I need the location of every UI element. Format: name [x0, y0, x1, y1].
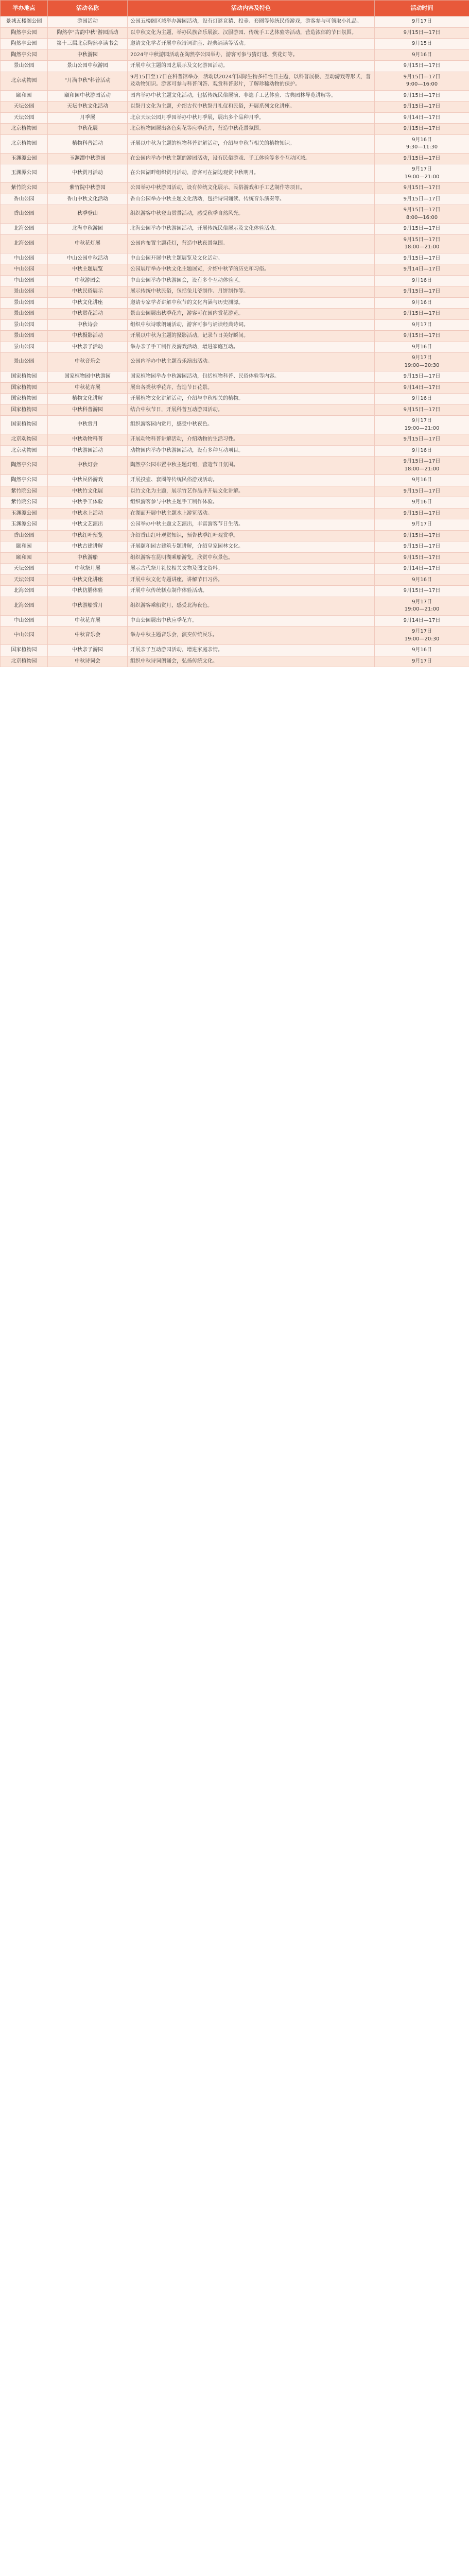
time-cell: 9月16日: [375, 574, 469, 586]
description-cell: 邀请文化学者开展中秋诗词讲座、经典诵读等活动。: [128, 39, 375, 50]
table-row: [1, 382, 469, 394]
time-cell: 9月15日—17日 8:00—16:00: [375, 205, 469, 224]
table-row: [1, 371, 469, 383]
description-cell: 2024年中秋游园活动在陶然亭公园举办，游客可参与猜灯谜、赏花灯等。: [128, 49, 375, 61]
description-cell: 9月15日至17日在科普馆举办，活动以2024年国际生物多样性日主题，以科普展板、互动游戏等形式，普及动物知识。游客可参与科普问答、观赏科普影片，了解珍稀动物的保护。: [128, 72, 375, 90]
time-cell: 9月15日—17日: [375, 253, 469, 264]
venue-cell: 天坛公园: [1, 564, 48, 575]
description-cell: 举办中秋主题音乐会，演奏传统民乐。: [128, 626, 375, 645]
time-cell: 9月15日—17日: [375, 371, 469, 383]
description-cell: 开展以中秋为主题的摄影活动，记录节日美好瞬间。: [128, 331, 375, 342]
description-cell: 公园展厅举办中秋文化主题展览，介绍中秋节的历史和习俗。: [128, 264, 375, 276]
event-name-cell: 中秋民俗展示: [48, 286, 128, 298]
venue-cell: 中山公园: [1, 253, 48, 264]
header-venue: 举办地点: [1, 1, 48, 16]
venue-cell: 紫竹院公园: [1, 183, 48, 194]
description-cell: 园内举办中秋主题文化活动，包括传统民俗展演、非遗手工艺体验、古典园林导览讲解等。: [128, 90, 375, 101]
description-cell: 开展中秋文化专题讲座，讲解节日习俗。: [128, 574, 375, 586]
event-name-cell: 植物文化讲解: [48, 394, 128, 405]
table-row: [1, 101, 469, 113]
time-cell: 9月15日—17日 9:00—16:00: [375, 72, 469, 90]
time-cell: 9月15日—17日 18:00—21:00: [375, 234, 469, 253]
description-cell: 开展颐和园古建筑专题讲解，介绍皇家园林文化。: [128, 541, 375, 553]
venue-cell: 景山公园: [1, 297, 48, 309]
table-row: [1, 475, 469, 486]
description-cell: 北京天坛公园月季园举办中秋月季展，展出多个品种月季。: [128, 112, 375, 124]
venue-cell: 北海公园: [1, 224, 48, 235]
table-row: [1, 497, 469, 509]
venue-cell: 国家植物园: [1, 404, 48, 416]
table-row: [1, 124, 469, 135]
description-cell: 开展投壶、套圈等传统民俗游戏活动。: [128, 475, 375, 486]
table-row: [1, 394, 469, 405]
event-name-cell: 紫竹院中秋游园: [48, 183, 128, 194]
description-cell: 中山公园展出中秋应季花卉。: [128, 615, 375, 626]
venue-cell: 北京植物园: [1, 124, 48, 135]
time-cell: 9月16日: [375, 497, 469, 509]
table-row: [1, 486, 469, 497]
event-name-cell: 中山公园中秋活动: [48, 253, 128, 264]
event-name-cell: 中秋红叶预览: [48, 530, 128, 541]
description-cell: 国家植物园举办中秋游园活动，包括植物科普、民俗体验等内容。: [128, 371, 375, 383]
event-name-cell: 中秋游船赏月: [48, 597, 128, 615]
time-cell: 9月15日—17日: [375, 224, 469, 235]
table-row: [1, 552, 469, 564]
table-row: [1, 342, 469, 353]
event-name-cell: 中秋花卉展: [48, 382, 128, 394]
venue-cell: 香山公园: [1, 205, 48, 224]
table-row: [1, 319, 469, 331]
table-row: [1, 615, 469, 626]
table-row: [1, 72, 469, 90]
description-cell: 公园举办中秋游园活动，设有传统文化展示、民俗游戏和手工艺制作等项目。: [128, 183, 375, 194]
venue-cell: 国家植物园: [1, 416, 48, 434]
table-row: [1, 586, 469, 597]
time-cell: 9月17日 19:00—21:00: [375, 416, 469, 434]
event-name-cell: 中秋花灯展: [48, 234, 128, 253]
event-name-cell: 中秋游园: [48, 49, 128, 61]
table-row: [1, 112, 469, 124]
time-cell: 9月15日—17日: [375, 183, 469, 194]
description-cell: 展出各类秋季花卉，营造节日花景。: [128, 382, 375, 394]
time-cell: 9月16日: [375, 645, 469, 656]
table-row: [1, 297, 469, 309]
table-row: [1, 264, 469, 276]
description-cell: 邀请专家学者讲解中秋节的文化内涵与历史渊源。: [128, 297, 375, 309]
description-cell: 展示古代祭月礼仪相关文物及图文资料。: [128, 564, 375, 575]
event-name-cell: 中秋诗会: [48, 319, 128, 331]
table-row: [1, 16, 469, 28]
description-cell: 公园内举办中秋主题音乐演出活动。: [128, 353, 375, 371]
header-desc: 活动内容及特色: [128, 1, 375, 16]
time-cell: 9月17日 19:00—21:00: [375, 597, 469, 615]
venue-cell: 景山公园: [1, 331, 48, 342]
event-name-cell: 中秋游园活动: [48, 445, 128, 456]
description-cell: 开展中秋传统糕点制作体验活动。: [128, 586, 375, 597]
event-name-cell: 中秋亲子活动: [48, 342, 128, 353]
time-cell: 9月15日—17日: [375, 309, 469, 320]
venue-cell: 天坛公园: [1, 101, 48, 113]
description-cell: 开展动物科普讲解活动，介绍动物的生活习性。: [128, 434, 375, 446]
event-name-cell: 北海中秋游园: [48, 224, 128, 235]
venue-cell: 景山公园: [1, 342, 48, 353]
venue-cell: 北海公园: [1, 234, 48, 253]
time-cell: 9月15日—17日: [375, 486, 469, 497]
table-row: [1, 61, 469, 72]
table-row: [1, 416, 469, 434]
event-name-cell: 中秋亲子游园: [48, 645, 128, 656]
description-cell: 结合中秋节日，开展科普互动游园活动。: [128, 404, 375, 416]
event-name-cell: 天坛中秋文化活动: [48, 101, 128, 113]
time-cell: 9月16日: [375, 49, 469, 61]
time-cell: 9月16日 9:30—11:30: [375, 134, 469, 153]
description-cell: 开展中秋主题的园艺展示及文化游园活动。: [128, 61, 375, 72]
description-cell: 在公园湖畔组织赏月活动，游客可在湖边观赏中秋明月。: [128, 164, 375, 183]
table-row: [1, 275, 469, 286]
venue-cell: 北京动物园: [1, 434, 48, 446]
venue-cell: 陶然亭公园: [1, 27, 48, 39]
venue-cell: 北海公园: [1, 586, 48, 597]
venue-cell: 北京动物园: [1, 445, 48, 456]
time-cell: 9月15日—17日: [375, 153, 469, 164]
venue-cell: 玉渊潭公园: [1, 164, 48, 183]
time-cell: 9月15日—17日 18:00—21:00: [375, 456, 469, 475]
table-row: [1, 153, 469, 164]
venue-cell: 颐和园: [1, 541, 48, 553]
time-cell: 9月15日—17日: [375, 286, 469, 298]
table-row: [1, 541, 469, 553]
time-cell: 9月15日—17日: [375, 586, 469, 597]
venue-cell: 国家植物园: [1, 394, 48, 405]
venue-cell: 香山公园: [1, 530, 48, 541]
time-cell: 9月14日—17日: [375, 564, 469, 575]
description-cell: 组织游客乘船赏月，感受北海夜色。: [128, 597, 375, 615]
table-row: [1, 530, 469, 541]
table-row: [1, 574, 469, 586]
time-cell: 9月15日—17日: [375, 508, 469, 519]
table-row: [1, 626, 469, 645]
event-name-cell: 中秋手工体验: [48, 497, 128, 509]
description-cell: 在公园内举办中秋主题的游园活动，设有民俗游戏、手工体验等多个互动区域。: [128, 153, 375, 164]
venue-cell: 天坛公园: [1, 112, 48, 124]
time-cell: 9月16日: [375, 275, 469, 286]
description-cell: 公园五楼阁区域举办游园活动，设有灯谜竞猜、投壶、套圈等传统民俗游戏，游客参与可领取小礼品。: [128, 16, 375, 28]
time-cell: 9月16日: [375, 297, 469, 309]
time-cell: 9月17日: [375, 319, 469, 331]
event-name-cell: 游园活动: [48, 16, 128, 28]
event-name-cell: 玉渊潭中秋游园: [48, 153, 128, 164]
table-row: [1, 49, 469, 61]
time-cell: 9月15日—17日: [375, 61, 469, 72]
time-cell: 9月15日—17日: [375, 27, 469, 39]
table-row: [1, 434, 469, 446]
event-name-cell: "月满中秋"科普活动: [48, 72, 128, 90]
event-name-cell: 中秋音乐会: [48, 353, 128, 371]
venue-cell: 香山公园: [1, 194, 48, 205]
event-name-cell: 中秋赏月: [48, 416, 128, 434]
table-row: [1, 164, 469, 183]
time-cell: 9月17日: [375, 16, 469, 28]
venue-cell: 景山公园: [1, 286, 48, 298]
description-cell: 香山公园举办中秋主题文化活动，包括诗词诵读、传统音乐演奏等。: [128, 194, 375, 205]
table-row: [1, 253, 469, 264]
description-cell: 组织中秋诗词朗诵会，弘扬传统文化。: [128, 656, 375, 667]
event-name-cell: 中秋赏花活动: [48, 309, 128, 320]
event-name-cell: 中秋科普游园: [48, 404, 128, 416]
event-name-cell: 颐和园中秋游园活动: [48, 90, 128, 101]
table-row: [1, 39, 469, 50]
time-cell: 9月15日—17日: [375, 90, 469, 101]
time-cell: 9月17日 19:00—21:00: [375, 164, 469, 183]
description-cell: 北海公园举办中秋游园活动，开展传统民俗展示及文化体验活动。: [128, 224, 375, 235]
description-cell: 组织游客园内赏月，感受中秋夜色。: [128, 416, 375, 434]
time-cell: 9月15日—17日: [375, 552, 469, 564]
table-header: [1, 1, 469, 16]
time-cell: 9月16日: [375, 445, 469, 456]
header-time: 活动时间: [375, 1, 469, 16]
time-cell: 9月14日—17日: [375, 112, 469, 124]
venue-cell: 景山公园: [1, 309, 48, 320]
venue-cell: 紫竹院公园: [1, 486, 48, 497]
time-cell: 9月15日—17日: [375, 434, 469, 446]
table-row: [1, 645, 469, 656]
table-row: [1, 224, 469, 235]
event-name-cell: 中秋文艺演出: [48, 519, 128, 531]
table-row: [1, 656, 469, 667]
venue-cell: 陶然亭公园: [1, 456, 48, 475]
venue-cell: 国家植物园: [1, 382, 48, 394]
venue-cell: 北京植物园: [1, 134, 48, 153]
venue-cell: 国家植物园: [1, 371, 48, 383]
event-name-cell: 景山公园中秋游园: [48, 61, 128, 72]
event-name-cell: 中秋诗词会: [48, 656, 128, 667]
description-cell: 公园举办中秋主题文艺演出，丰富游客节日生活。: [128, 519, 375, 531]
venue-cell: 国家植物园: [1, 645, 48, 656]
time-cell: 9月15日: [375, 39, 469, 50]
venue-cell: 中山公园: [1, 264, 48, 276]
events-table: [0, 0, 469, 667]
event-name-cell: 中秋动物科普: [48, 434, 128, 446]
time-cell: 9月15日—17日: [375, 541, 469, 553]
description-cell: 展示传统中秋民俗，包括兔儿爷制作、月饼制作等。: [128, 286, 375, 298]
table-row: [1, 134, 469, 153]
event-name-cell: 中秋祭月展: [48, 564, 128, 575]
venue-cell: 陶然亭公园: [1, 49, 48, 61]
table-row: [1, 597, 469, 615]
description-cell: 组织游客中秋登山赏景活动，感受秋季自然风光。: [128, 205, 375, 224]
event-name-cell: 中秋水上活动: [48, 508, 128, 519]
table-row: [1, 508, 469, 519]
venue-cell: 天坛公园: [1, 574, 48, 586]
description-cell: 以中秋文化为主题，举办民族音乐展演、汉服游园、传统手工艺体验等活动，营造浓郁的节日氛围。: [128, 27, 375, 39]
header-name: 活动名称: [48, 1, 128, 16]
event-name-cell: 中秋游园会: [48, 275, 128, 286]
venue-cell: 玉渊潭公园: [1, 519, 48, 531]
description-cell: 以祭月文化为主题，介绍古代中秋祭月礼仪和民俗，开展系列文化讲座。: [128, 101, 375, 113]
event-name-cell: 香山中秋文化活动: [48, 194, 128, 205]
venue-cell: 景山公园: [1, 319, 48, 331]
event-name-cell: 第十三届北京陶然亭读书会: [48, 39, 128, 50]
venue-cell: 中山公园: [1, 626, 48, 645]
venue-cell: 颐和园: [1, 552, 48, 564]
event-name-cell: 中秋竹文化展: [48, 486, 128, 497]
event-name-cell: 中秋民俗游戏: [48, 475, 128, 486]
description-cell: 北京植物园展出各色菊花等应季花卉，营造中秋花景氛围。: [128, 124, 375, 135]
description-cell: 公园内布置主题花灯，营造中秋夜景氛围。: [128, 234, 375, 253]
description-cell: 组织中秋诗歌朗诵活动，游客可参与诵读经典诗词。: [128, 319, 375, 331]
event-name-cell: 植物科普活动: [48, 134, 128, 153]
time-cell: 9月14日—17日: [375, 264, 469, 276]
time-cell: 9月15日—17日: [375, 404, 469, 416]
description-cell: 组织游客参与中秋主题手工制作体验。: [128, 497, 375, 509]
description-cell: 举办亲子手工制作及游戏活动，增进家庭互动。: [128, 342, 375, 353]
venue-cell: 陶然亭公园: [1, 475, 48, 486]
time-cell: 9月17日: [375, 656, 469, 667]
venue-cell: 颐和园: [1, 90, 48, 101]
venue-cell: 陶然亭公园: [1, 39, 48, 50]
event-name-cell: 中秋赏月活动: [48, 164, 128, 183]
venue-cell: 景山公园: [1, 61, 48, 72]
description-cell: 介绍香山红叶观赏知识，预告秋季红叶观赏季。: [128, 530, 375, 541]
table-row: [1, 234, 469, 253]
header-row: [1, 1, 469, 16]
venue-cell: 中山公园: [1, 275, 48, 286]
description-cell: 开展以中秋为主题的植物科普讲解活动，介绍与中秋节相关的植物知识。: [128, 134, 375, 153]
time-cell: 9月14日—17日: [375, 382, 469, 394]
description-cell: 组织游客在昆明湖乘船游览，欣赏中秋景色。: [128, 552, 375, 564]
description-cell: 在湖面开展中秋主题水上游览活动。: [128, 508, 375, 519]
event-name-cell: 中秋主题展览: [48, 264, 128, 276]
event-name-cell: 中秋音乐会: [48, 626, 128, 645]
description-cell: 开展植物文化讲解活动，介绍与中秋相关的植物。: [128, 394, 375, 405]
table-row: [1, 309, 469, 320]
venue-cell: 北海公园: [1, 597, 48, 615]
event-name-cell: 秋季登山: [48, 205, 128, 224]
table-row: [1, 183, 469, 194]
time-cell: 9月15日—17日: [375, 331, 469, 342]
time-cell: 9月17日 19:00—20:30: [375, 353, 469, 371]
time-cell: 9月16日: [375, 394, 469, 405]
venue-cell: 北京植物园: [1, 656, 48, 667]
event-name-cell: 中秋摄影活动: [48, 331, 128, 342]
table-body: [1, 16, 469, 667]
table-row: [1, 27, 469, 39]
event-name-cell: 陶然亭"古韵中秋"游园活动: [48, 27, 128, 39]
venue-cell: 玉渊潭公园: [1, 508, 48, 519]
table-row: [1, 519, 469, 531]
venue-cell: 北京动物园: [1, 72, 48, 90]
event-name-cell: 中秋花卉展: [48, 615, 128, 626]
event-name-cell: 中秋仿膳体验: [48, 586, 128, 597]
time-cell: 9月15日—17日: [375, 530, 469, 541]
time-cell: 9月16日: [375, 475, 469, 486]
time-cell: 9月17日 19:00—20:30: [375, 626, 469, 645]
table-row: [1, 90, 469, 101]
description-cell: 开展亲子互动游园活动，增进家庭亲情。: [128, 645, 375, 656]
event-name-cell: 月季展: [48, 112, 128, 124]
description-cell: 陶然亭公园布置中秋主题灯组，营造节日氛围。: [128, 456, 375, 475]
event-name-cell: 中秋花展: [48, 124, 128, 135]
time-cell: 9月14日—17日: [375, 615, 469, 626]
description-cell: 动物园内举办中秋游园活动，设有多种互动项目。: [128, 445, 375, 456]
event-name-cell: 中秋文化讲座: [48, 297, 128, 309]
table-row: [1, 205, 469, 224]
table-row: [1, 331, 469, 342]
event-name-cell: 国家植物园中秋游园: [48, 371, 128, 383]
table-row: [1, 445, 469, 456]
description-cell: 中山公园开展中秋主题展览及文化活动。: [128, 253, 375, 264]
event-name-cell: 中秋游船: [48, 552, 128, 564]
table-row: [1, 194, 469, 205]
time-cell: 9月17日: [375, 519, 469, 531]
table-row: [1, 456, 469, 475]
time-cell: 9月16日: [375, 342, 469, 353]
table-row: [1, 286, 469, 298]
description-cell: 中山公园举办中秋游园会，设有多个互动体验区。: [128, 275, 375, 286]
event-name-cell: 中秋灯会: [48, 456, 128, 475]
venue-cell: 中山公园: [1, 615, 48, 626]
event-name-cell: 中秋文化讲座: [48, 574, 128, 586]
time-cell: 9月15日—17日: [375, 101, 469, 113]
table-row: [1, 564, 469, 575]
table-row: [1, 404, 469, 416]
venue-cell: 玉渊潭公园: [1, 153, 48, 164]
event-name-cell: 中秋古建讲解: [48, 541, 128, 553]
description-cell: 景山公园展出秋季花卉，游客可在园内赏花游览。: [128, 309, 375, 320]
table-row: [1, 353, 469, 371]
venue-cell: 景城五楼阁公园: [1, 16, 48, 28]
time-cell: 9月15日—17日: [375, 124, 469, 135]
venue-cell: 紫竹院公园: [1, 497, 48, 509]
venue-cell: 景山公园: [1, 353, 48, 371]
description-cell: 以竹文化为主题，展示竹艺作品并开展文化讲解。: [128, 486, 375, 497]
time-cell: 9月15日—17日: [375, 194, 469, 205]
